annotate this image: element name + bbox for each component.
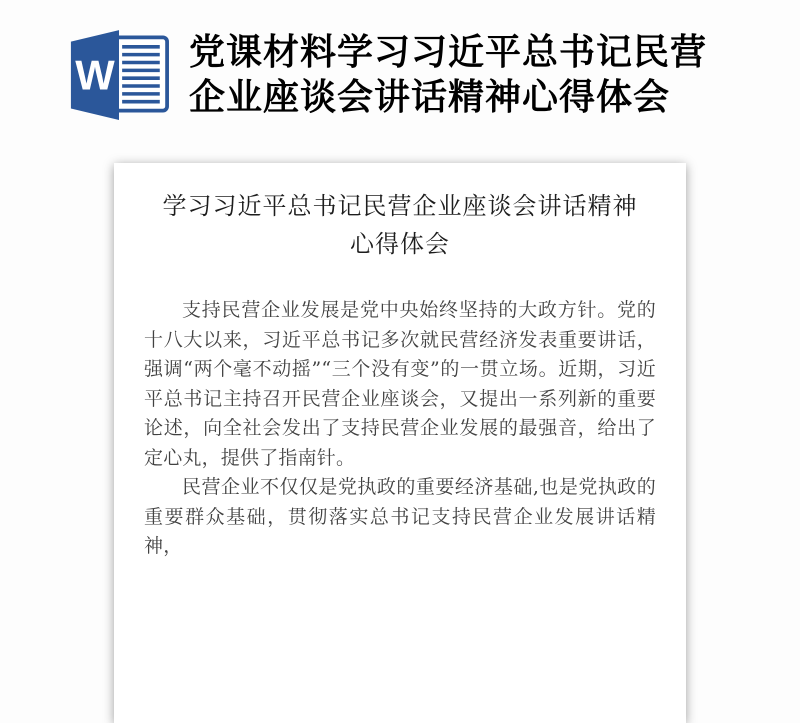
paragraph-2: 民营企业不仅仅是党执政的重要经济基础,也是党执政的重要群众基础，贯彻落实总书记支持民营企业发展讲话精神， [144, 476, 656, 557]
document-body [144, 296, 656, 562]
document-header [0, 0, 800, 120]
word-icon-letter: W [75, 51, 115, 99]
page-title [189, 29, 707, 119]
page-title-line2: 企业座谈会讲话精神心得体会 [189, 76, 671, 117]
word-icon [63, 28, 175, 120]
document-title [144, 188, 656, 264]
page-title-line1: 党课材料学习习近平总书记民营 [189, 31, 708, 72]
document-page [114, 163, 686, 723]
paragraph-1: 支持民营企业发展是党中央始终坚持的大政方针。党的十八大以来，习近平总书记多次就民营经济发表重要讲话，强调“两个毫不动摇”“三个没有变”的一贯立场。近期，习近平总书记主持召开民营企业座谈会，又提出一系列新的重要论述，向全社会发出了支持民营企业发展的最强音，给出了定心丸，提供了指南针。 [144, 299, 656, 469]
document-preview-area [0, 120, 800, 723]
document-title-line2: 心得体会 [350, 231, 450, 258]
document-title-line1: 学习习近平总书记民营企业座谈会讲话精神 [162, 193, 638, 220]
